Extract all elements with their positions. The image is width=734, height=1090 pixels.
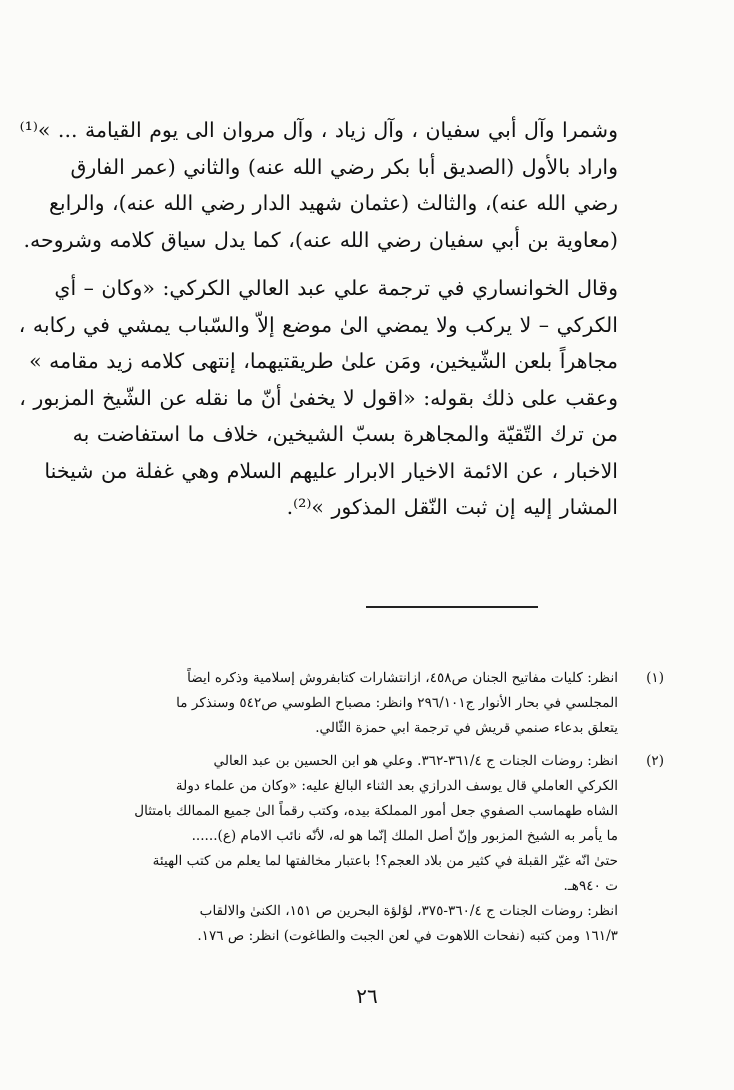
text-line: الاخبار ، عن الائمة الاخيار الابرار عليهم السلام وهي غفلة من شيخنا bbox=[44, 458, 618, 483]
footnote-number: (٢) bbox=[646, 753, 664, 769]
text-line: من ترك التّقيّة والمجاهرة بسبّ الشيخين، خلاف ما استفاضت به bbox=[72, 422, 618, 446]
footnote-line: الكركي العاملي قال يوسف الدرازي بعد الثناء البالغ عليه: «وكان من علماء دولة bbox=[175, 778, 618, 794]
page-number: ٢٦ bbox=[356, 984, 378, 1008]
footnote-line: الشاه طهماسب الصفوي جعل أمور المملكة بيده، وكتب رقماً الىٰ جميع الممالك بامتثال bbox=[134, 803, 618, 819]
footnote-line: ١٦١/٣ ومن كتبه (نفحات اللاهوت في لعن الجبت والطاغوت) انظر: ص ١٧٦. bbox=[197, 928, 618, 944]
text-line: وشمرا وآل أبي سفيان ، وآل زياد ، وآل مروان الى يوم القيامة ... »⁽¹⁾ bbox=[19, 118, 618, 142]
text-line: رضي الله عنه)، والثالث (عثمان شهيد الدار رضي الله عنه)، والرابع bbox=[49, 191, 618, 215]
text-line: وقال الخوانساري في ترجمة علي عبد العالي الكركي: «وكان – أي bbox=[54, 276, 618, 300]
footnote-line: ت ٩٤٠هـ. bbox=[563, 878, 618, 894]
footnote-separator bbox=[366, 606, 538, 608]
footnote-line: حتىٰ انّه غيّر القبلة في كثير من بلاد العجم؟! باعتبار مخالفتها لما يعلم من كتب الهيئة bbox=[152, 853, 618, 869]
footnote-number: (١) bbox=[646, 670, 664, 686]
footnote-body bbox=[58, 749, 618, 949]
text-line: (معاوية بن أبي سفيان رضي الله عنه)، كما يدل سياق كلامه وشروحه. bbox=[23, 227, 618, 252]
footnote-line: ما يأمر به الشيخ المزبور وإنّ أصل الملك إنّما هو له، لأنّه نائب الامام (ع)...... bbox=[191, 828, 618, 844]
footnote-body bbox=[58, 666, 618, 741]
text-line: وعقب على ذلك بقوله: «اقول لا يخفىٰ أنّ ما نقله عن الشّيخ المزبور ، bbox=[19, 385, 618, 410]
text-line: الكركي – لا يركب ولا يمضي الىٰ موضع إلاّ والسّباب يمشي في ركابه ، bbox=[18, 312, 618, 337]
footnote-line: انظر: روضات الجنات ج ٣٦١/٤-٣٦٢. وعلي هو ابن الحسين بن عبد العالي bbox=[213, 753, 618, 769]
paragraph-2 bbox=[18, 270, 618, 526]
paragraph-1 bbox=[19, 112, 618, 258]
footnote-line: انظر: روضات الجنات ج ٣٦٠/٤-٣٧٥، لؤلؤة البحرين ص ١٥١، الكنىٰ والالقاب bbox=[199, 903, 618, 919]
footnote-line: انظر: كليات مفاتيح الجنان ص٤٥٨، ازانتشارات كتابفروش إسلامية وذكره ايضاً bbox=[187, 670, 618, 686]
text-line: مجاهراً بلعن الشّيخين، ومَن علىٰ طريقتيهما، إنتهى كلامه زيد مقامه » bbox=[29, 349, 618, 373]
footnote-2 bbox=[58, 749, 664, 949]
text-line: واراد بالأول (الصديق أبا بكر رضي الله عنه) والثاني (عمر الفارق bbox=[70, 154, 618, 179]
footnote-line: يتعلق بدعاء صنمي قريش في ترجمة ابي حمزة الثّالي. bbox=[315, 720, 618, 736]
footnote-line: المجلسي في بحار الأنوار ج٢٩٦/١٠١ وانظر: مصباح الطوسي ص٥٤٢ وسنذكر ما bbox=[176, 695, 618, 711]
footnote-1 bbox=[58, 666, 664, 741]
text-line: المشار إليه إن ثبت النّقل المذكور »⁽²⁾. bbox=[286, 495, 618, 519]
